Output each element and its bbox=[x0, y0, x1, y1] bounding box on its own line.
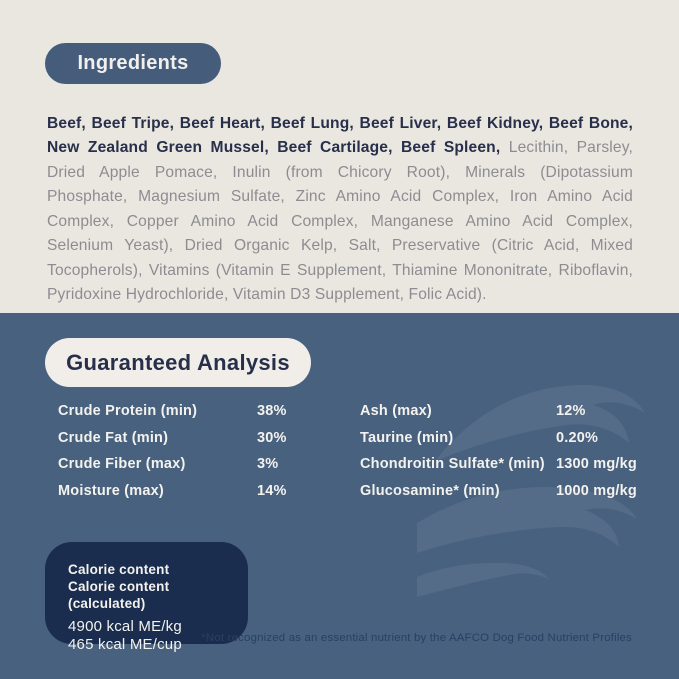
table-row bbox=[360, 403, 637, 421]
nutrient-value: 1000 mg/kg bbox=[556, 482, 637, 499]
table-row bbox=[58, 430, 287, 448]
aafco-footnote: *Not recognized as an essential nutrient by the AAFCO Dog Food Nutrient Profiles bbox=[201, 632, 632, 644]
nutrient-label: Taurine (min) bbox=[360, 429, 454, 446]
guaranteed-analysis-heading-pill bbox=[45, 338, 311, 387]
ingredients-secondary-list: Lecithin, Parsley, Dried Apple Pomace, Inulin (from Chicory Root), Minerals (Dipotassium Phosphate, Magnesium Sulfate, Zinc Amino Acid Complex, Iron Amino Acid Complex, Copper Amino Acid Complex, Manganese Amino Acid Complex, Selenium Yeast), Dried Organic Kelp, Salt, Preservative (Citric Acid, Mixed Tocopherols), Vitamins (Vitamin E Supplement, Thiamine Mononitrate, Riboflavin, Pyridoxine Hydrochloride, Vitamin D3 Supplement, Folic Acid). bbox=[47, 139, 633, 304]
calorie-content-box bbox=[45, 542, 248, 653]
ingredients-paragraph bbox=[47, 112, 633, 308]
nutrient-label: Crude Fat (min) bbox=[58, 429, 169, 446]
nutrient-label: Glucosamine* (min) bbox=[360, 482, 500, 499]
table-row bbox=[58, 456, 287, 474]
table-row bbox=[360, 456, 637, 474]
table-row bbox=[58, 403, 287, 421]
nutrient-value: 12% bbox=[556, 403, 586, 419]
nutrient-value: 0.20% bbox=[556, 429, 599, 446]
nutrient-value: 3% bbox=[257, 456, 279, 472]
calorie-kcal-per-kg: 4900 kcal ME/kg bbox=[68, 618, 182, 635]
calorie-content-calculated-label: Calorie content (calculated) bbox=[68, 579, 170, 611]
nutrient-label: Chondroitin Sulfate* (min) bbox=[360, 456, 545, 472]
table-row bbox=[360, 430, 637, 448]
nutrient-label: Ash (max) bbox=[360, 403, 432, 419]
calorie-kcal-per-cup: 465 kcal ME/cup bbox=[68, 635, 182, 653]
nutrient-value: 14% bbox=[257, 482, 287, 499]
guaranteed-analysis-heading: Guaranteed Analysis bbox=[66, 349, 290, 375]
ingredients-heading-pill bbox=[45, 43, 221, 84]
table-row bbox=[360, 483, 637, 501]
nutrient-value: 1300 mg/kg bbox=[556, 456, 637, 472]
nutrient-label: Crude Protein (min) bbox=[58, 403, 198, 419]
table-row bbox=[58, 483, 287, 501]
nutrient-label: Moisture (max) bbox=[58, 482, 164, 499]
calorie-content-label: Calorie content bbox=[68, 562, 170, 577]
ingredients-heading: Ingredients bbox=[77, 52, 189, 74]
nutrient-value: 30% bbox=[257, 429, 287, 446]
ingredients-primary-list: Beef, Beef Tripe, Beef Heart, Beef Lung, Beef Liver, Beef Kidney, Beef Bone, New Zealand Green Mussel, Beef Cartilage, Beef Spleen, bbox=[47, 114, 633, 157]
nutrient-value: 38% bbox=[257, 403, 287, 419]
analysis-table-left-column bbox=[58, 403, 287, 509]
nutrient-label: Crude Fiber (max) bbox=[58, 456, 186, 472]
analysis-table-right-column bbox=[360, 403, 637, 509]
guaranteed-analysis-section bbox=[0, 313, 679, 679]
ingredients-section bbox=[0, 0, 679, 313]
